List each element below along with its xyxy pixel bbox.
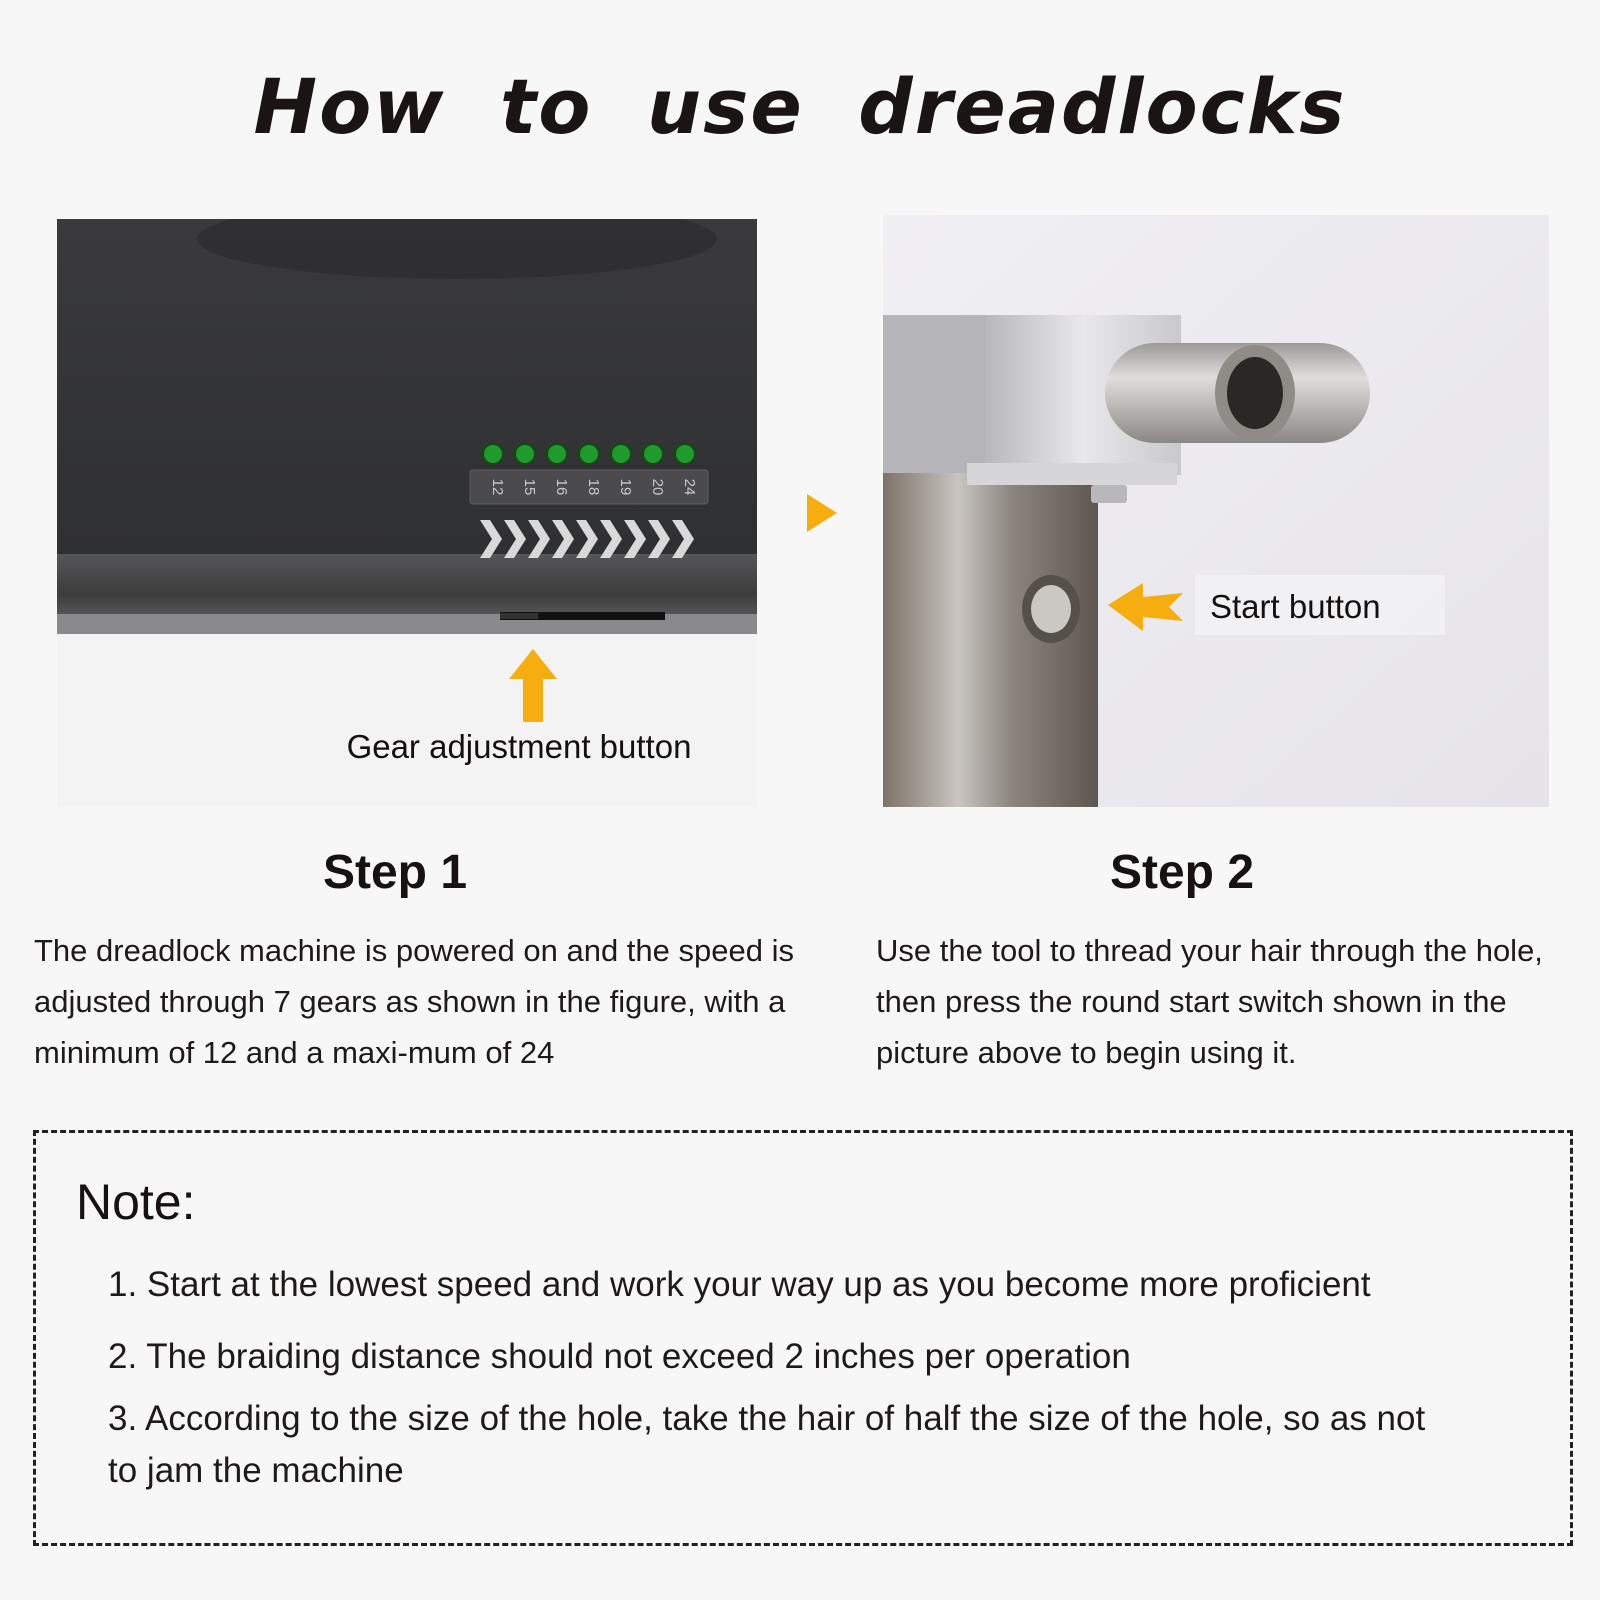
next-step-arrow-icon [805, 492, 839, 534]
step1-title: Step 1 [322, 846, 468, 899]
gear-led-18 [579, 444, 599, 464]
gear-number-12: 12 [489, 478, 506, 496]
gear-led-20 [643, 444, 663, 464]
note-box [33, 1130, 1573, 1546]
page-title: How to use dreadlocks [253, 62, 1347, 151]
step2-photo [883, 215, 1549, 807]
gear-number-19: 19 [617, 478, 634, 496]
gear-number-16: 16 [553, 478, 570, 496]
up-arrow-icon [509, 649, 557, 722]
note-item: 1. Start at the lowest speed and work your way up as you become more proficient [108, 1265, 1371, 1304]
gear-slider-switch [500, 613, 538, 619]
gear-number-15: 15 [521, 478, 538, 496]
note-item: 3. According to the size of the hole, take the hair of half the size of the hole, so as not to jam the machine [108, 1399, 1426, 1490]
start-button-knob [1031, 585, 1071, 633]
step1-description: The dreadlock machine is powered on and the speed is adjusted through 7 gears as shown in the figure, with a minimum of 12 and a maxi-mum of 24 [34, 933, 794, 1070]
gear-led-12 [483, 444, 503, 464]
step2-title: Step 2 [1109, 846, 1255, 899]
gear-led-24 [675, 444, 695, 464]
note-title: Note: [76, 1174, 196, 1230]
gear-led-16 [547, 444, 567, 464]
gear-led-19 [611, 444, 631, 464]
hex-nut [1091, 485, 1127, 503]
gear-number-18: 18 [585, 478, 602, 496]
gear-number-24: 24 [681, 478, 698, 496]
gear-led-15 [515, 444, 535, 464]
gear-adjustment-label: Gear adjustment button [346, 728, 692, 765]
nozzle-hole [1227, 357, 1283, 429]
step1-photo [57, 219, 757, 807]
step2-description: Use the tool to thread your hair through the hole, then press the round start switch shown in the picture above to begin using it. [876, 933, 1543, 1070]
device-side-panel [883, 315, 993, 475]
start-button-label: Start button [1210, 588, 1381, 625]
gear-number-20: 20 [649, 478, 666, 496]
note-item: 2. The braiding distance should not exceed 2 inches per operation [108, 1337, 1131, 1376]
device-handle [883, 473, 1098, 807]
